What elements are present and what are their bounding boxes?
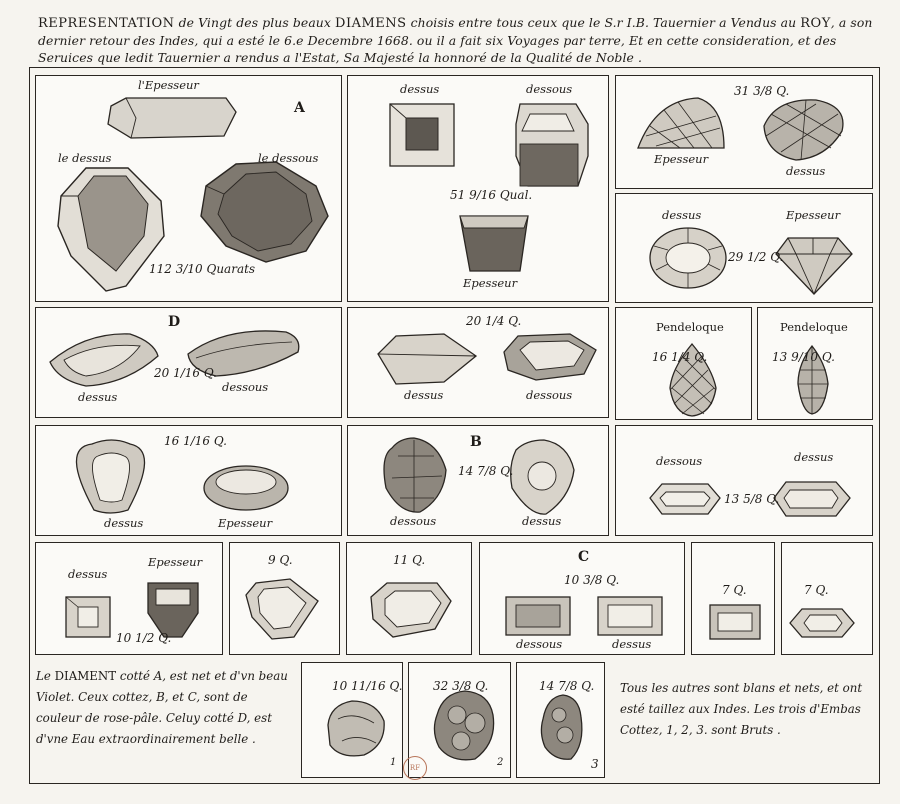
weight-label: 51 9/16 Qual.	[450, 188, 533, 202]
panel-pendeloque-16	[615, 307, 752, 420]
pendeloque-title: Pendeloque	[656, 320, 724, 334]
panel-diamond-d	[35, 307, 342, 418]
label-dessous: dessous	[222, 380, 269, 394]
label-dessus: dessus	[78, 390, 118, 404]
label-dessus: le dessus	[58, 151, 112, 165]
panel-diamond-7a	[691, 542, 775, 655]
label-dessous: dessous	[656, 454, 703, 468]
panel-rough-1	[301, 662, 403, 778]
label-dessus: dessus	[662, 208, 702, 222]
label-epesseur: Epesseur	[786, 208, 841, 222]
panel-pendeloque-13	[757, 307, 873, 420]
weight-label: 10 11/16 Q.	[332, 679, 403, 693]
weight-label: 16 1/4 Q.	[652, 350, 708, 364]
label-epesseur: Epesseur	[463, 276, 518, 290]
rough-number: 2	[497, 757, 504, 768]
panel-diamond-51	[347, 75, 609, 302]
label-dessus: dessus	[794, 450, 834, 464]
weight-label: 13 5/8 Q.	[724, 492, 780, 506]
weight-label: 7 Q.	[722, 583, 747, 597]
weight-label: 14 7/8 Q.	[539, 679, 595, 693]
label-dessous: dessous	[390, 514, 437, 528]
rough-number: 1	[390, 757, 397, 768]
weight-label: 112 3/10 Quarats	[149, 262, 256, 276]
label-dessus: dessus	[404, 388, 444, 402]
weight-label: 31 3/8 Q.	[734, 84, 790, 98]
weight-label: 13 9/10 Q.	[772, 350, 835, 364]
label-dessous: dessous	[526, 388, 573, 402]
pendeloque-title: Pendeloque	[780, 320, 848, 334]
panel-diamond-b	[347, 425, 609, 536]
label-dessus: dessus	[104, 516, 144, 530]
label-epesseur: Epesseur	[148, 555, 203, 569]
label-dessus: dessus	[400, 82, 440, 96]
label-dessous: dessous	[516, 637, 563, 651]
weight-label: 29 1/2 Q.	[728, 250, 784, 264]
label-dessus: dessus	[786, 164, 826, 178]
label-epesseur: l'Epesseur	[138, 78, 199, 92]
panel-diamond-13	[615, 425, 873, 536]
weight-label: 7 Q.	[804, 583, 829, 597]
weight-label: 10 1/2 Q.	[116, 631, 172, 645]
letter-d: D	[168, 314, 181, 330]
label-epesseur: Epesseur	[218, 516, 273, 530]
panel-diamond-a	[35, 75, 342, 302]
panel-diamond-16	[35, 425, 342, 536]
panel-diamond-c	[479, 542, 685, 655]
weight-label: 11 Q.	[393, 553, 426, 567]
panel-diamond-7b	[781, 542, 873, 655]
letter-c: C	[578, 549, 590, 565]
weight-label: 20 1/16 Q.	[154, 366, 217, 380]
weight-label: 16 1/16 Q.	[164, 434, 227, 448]
rough-number: 3	[591, 757, 599, 771]
weight-label: 20 1/4 Q.	[466, 314, 522, 328]
diamond-7a-drawing	[692, 543, 776, 656]
panel-diamond-29	[615, 193, 873, 303]
label-dessus: dessus	[612, 637, 652, 651]
weight-label: 14 7/8 Q.	[458, 464, 514, 478]
note-right: Tous les autres sont blans et nets, et ont esté taillez aux Indes. Les trois d'Embas Cottez, 1, 2, 3. sont Bruts .	[620, 681, 863, 737]
label-dessus: dessus	[68, 567, 108, 581]
label-epesseur: Epesseur	[654, 152, 709, 166]
note-left: Le DIAMENT cotté A, est net et d'vn beau Violet. Ceux cottez, B, et C, sont de couleur de rose-pâle. Celuy cotté D, est d'vne Eau extraordinairement belle .	[36, 669, 288, 746]
panel-diamond-10	[35, 542, 223, 655]
label-dessous: dessous	[526, 82, 573, 96]
panel-diamond-31	[615, 75, 873, 189]
diamond-13-drawing	[616, 426, 874, 537]
letter-a: A	[294, 100, 305, 116]
panel-diamond-9	[229, 542, 340, 655]
weight-label: 9 Q.	[268, 553, 293, 567]
label-dessus: dessus	[522, 514, 562, 528]
page-title: REPRESENTATION de Vingt des plus beaux DIAMENS choisis entre tous ceux que le S.r I.B. Tauernier a Vendus au ROY, a son dernier retour des Indes, qui a esté le 6.e Decembre 1668. ou il a fait six Voyages par terre, Et en cette consideration, et des Seruices que ledit Tauernier a rendus a l'Estat, Sa Majesté la honnoré de la Qualité de Noble .	[38, 15, 873, 65]
panel-diamond-11	[346, 542, 472, 655]
weight-label: 10 3/8 Q.	[564, 573, 620, 587]
letter-b: B	[470, 434, 482, 450]
diamond-7b-drawing	[782, 543, 874, 656]
library-stamp: RF	[403, 756, 427, 780]
weight-label: 32 3/8 Q.	[433, 679, 489, 693]
panel-rough-3	[516, 662, 605, 778]
label-dessous: le dessous	[258, 151, 319, 165]
panel-diamond-20	[347, 307, 609, 418]
